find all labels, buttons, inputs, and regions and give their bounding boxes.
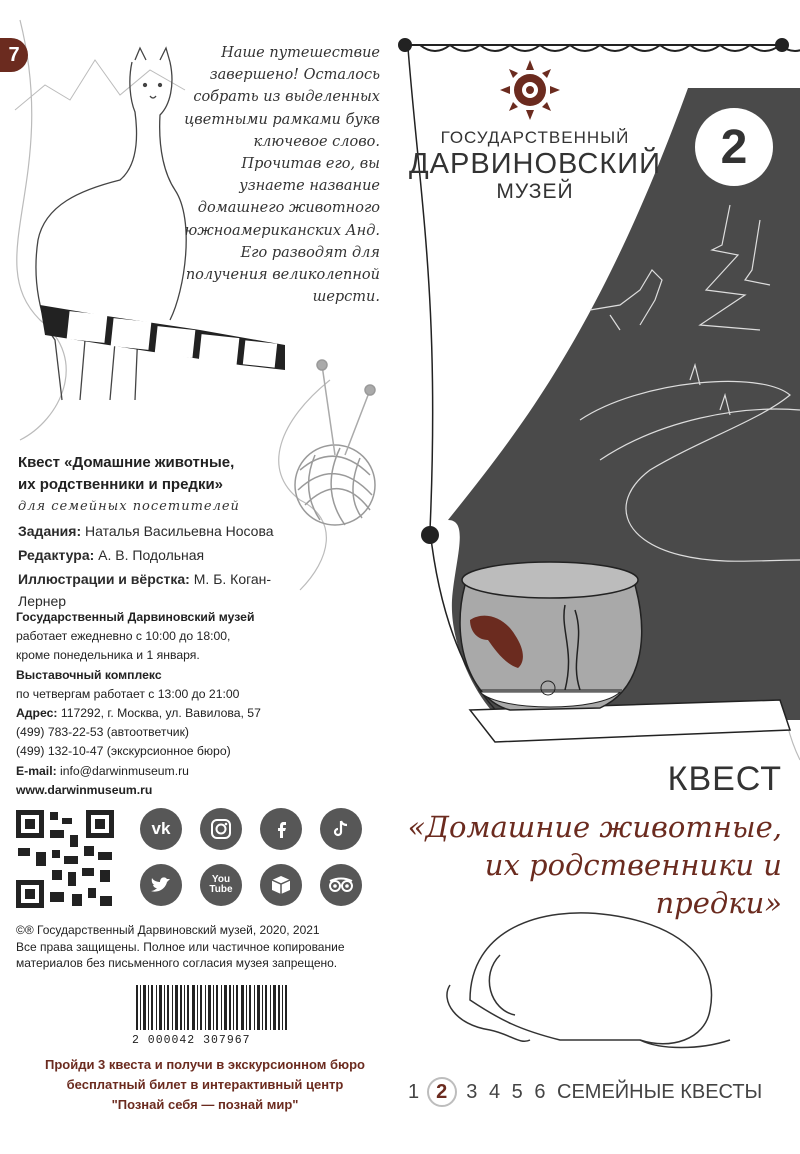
museum-title [405,128,665,204]
address-label: Адрес: [16,706,58,721]
illustrations-value: М. Б. Коган-Лернер [18,571,272,609]
page-number-badge: 7 [0,38,28,72]
quest-nav-6[interactable]: 6 [534,1081,546,1103]
address-line [16,704,346,723]
fishbowl-drawing [460,562,642,710]
quest-navigation [408,1077,788,1107]
museum-name-text: Государственный Дарвиновский музей [16,610,255,624]
museum-title-line3: МУЗЕЙ [496,180,574,203]
quest-nav-1[interactable]: 1 [408,1081,420,1103]
editor-value: А. В. Подольная [98,547,205,563]
quest-title-main-line2: их родственники и [484,848,782,882]
youtube-text-you: You [211,874,231,885]
phone-excursion: (499) 132-10-47 (экскурсионное бюро) [16,744,231,759]
copyright-line2: Все права защищены. Полное или частичное копирование [16,939,345,954]
facebook-icon[interactable] [260,808,302,850]
editor-label: Редактура: [18,547,95,563]
quest-title [400,808,782,922]
letter-frame-strip [40,305,285,370]
promo-line3: "Познай себя — познай мир" [111,1097,299,1112]
editor-credit [18,544,318,566]
quest-nav-2-current[interactable]: 2 [427,1077,457,1107]
credits-block [18,452,318,612]
quest-number-badge: 2 [695,108,773,186]
quest-title-main-line1: «Домашние животные, [407,810,782,844]
museum-logo [500,60,560,120]
address-value: 117292, г. Москва, ул. Вавилова, 57 [60,706,261,721]
quest-nav-5[interactable]: 5 [511,1081,523,1103]
qr-code [16,810,114,908]
quest-title-main-line3: предки» [655,886,782,920]
email-label: E-mail: [16,763,57,778]
copyright-line3: материалов без письменного согласия музея запрещено. [16,956,338,970]
vk-icon[interactable]: vk [140,808,182,850]
tiktok-icon[interactable] [320,808,362,850]
quest-label: КВЕСТ [667,760,782,798]
illustrations-credit [18,568,318,612]
museum-title-line2: ДАРВИНОВСКИЙ [409,148,661,180]
hours-line2: кроме понедельника и 1 января. [16,648,200,663]
tasks-credit [18,520,318,542]
promo-line1: Пройди 3 квеста и получи в экскурсионном бюро [44,1057,365,1072]
museum-title-line1: ГОСУДАРСТВЕННЫЙ [440,128,630,147]
email-value[interactable]: info@darwinmuseum.ru [60,763,189,778]
tripadvisor-icon[interactable] [320,864,362,906]
quest-title-line1: Квест «Домашние животные, [18,454,235,471]
box-icon[interactable] [260,864,302,906]
quest-nav-4[interactable]: 4 [488,1081,501,1103]
promo-text [0,1055,410,1115]
phone-autoanswer: (499) 783-22-53 (автоответчик) [16,725,189,740]
copyright-line1: ©® Государственный Дарвиновский музей, 2020, 2021 [16,923,320,937]
illustrations-label: Иллюстрации и вёрстка: [18,571,190,587]
youtube-icon[interactable] [200,864,242,906]
complex-title: Выставочный комплекс [16,667,162,682]
instagram-icon[interactable] [200,808,242,850]
twitter-icon[interactable] [140,864,182,906]
curtain-rod [399,39,800,51]
tasks-value: Наталья Васильевна Носова [85,523,274,539]
tasks-label: Задания: [18,523,82,539]
promo-line2: бесплатный билет в интерактивный центр [66,1077,344,1092]
barcode-bars [136,985,287,1030]
copyright-block [16,922,386,972]
youtube-text-tube: Tube [209,884,233,895]
complex-hours: по четвергам работает с 13:00 до 21:00 [16,686,240,701]
quest-nav-3[interactable]: 3 [466,1081,478,1103]
website-link[interactable]: www.darwinmuseum.ru [16,782,153,797]
contacts-block [16,608,346,800]
email-line [16,762,346,781]
quest-subtitle: для семейных посетителей [18,499,240,514]
intro-text: Наше путешествие завершено! Осталось собрать из выделенных цветными рамками букв ключевое слово. Прочитав его, вы узнаете название домашнего животного южноамериканских Анд. Его разводят для получения великолепной шерсти. [184,45,380,306]
hours-line1: работает ежедневно с 10:00 до 18:00, [16,629,231,644]
quest-title-line2: их родственники и предки» [18,476,224,493]
quest-nav-label: СЕМЕЙНЫЕ КВЕСТЫ [557,1081,763,1103]
dog-drawing [447,913,730,1048]
barcode-number: 2 000042 307967 [132,1034,251,1047]
